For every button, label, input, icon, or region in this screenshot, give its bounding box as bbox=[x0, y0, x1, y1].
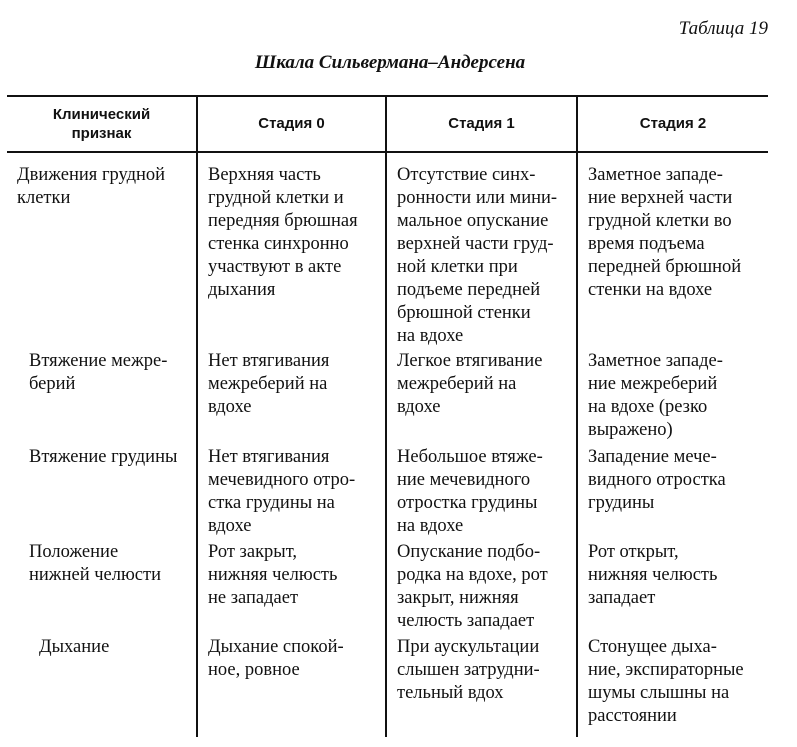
header-stage-1 bbox=[387, 96, 576, 151]
cell-line: закрыт, нижняя bbox=[397, 588, 519, 608]
cell-line: участвуют в акте bbox=[208, 257, 342, 277]
cell-stage-2 bbox=[588, 541, 717, 610]
cell-line: грудной клетки и bbox=[208, 188, 344, 208]
cell-stage-1 bbox=[397, 541, 548, 633]
cell-line: Западение мече- bbox=[588, 447, 717, 467]
header-line: признак bbox=[71, 124, 132, 142]
cell-stage-0 bbox=[208, 541, 337, 610]
cell-line: ние, экспираторные bbox=[588, 660, 744, 680]
cell-line: отростка грудины bbox=[397, 493, 538, 513]
cell-line: слышен затрудни- bbox=[397, 660, 540, 680]
cell-stage-0 bbox=[208, 350, 329, 419]
cell-stage-0 bbox=[208, 164, 358, 302]
cell-stage-1 bbox=[397, 164, 557, 348]
cell-line: Небольшое втяже- bbox=[397, 447, 543, 467]
cell-line: Дыхание спокой- bbox=[208, 637, 344, 657]
cell-line: межреберий на bbox=[208, 374, 328, 394]
cell-line: Рот закрыт, bbox=[208, 542, 298, 562]
cell-line: ронности или мини- bbox=[397, 188, 558, 208]
cell-line: ное, ровное bbox=[208, 660, 300, 680]
cell-line: Нет втягивания bbox=[208, 447, 330, 467]
header-stage-0 bbox=[198, 96, 385, 151]
cell-line: Легкое втягивание bbox=[397, 351, 543, 371]
cell-line: Опускание подбо- bbox=[397, 542, 541, 562]
cell-sign bbox=[29, 446, 177, 469]
cell-line: родка на вдохе, рот bbox=[397, 565, 548, 585]
table-title: Шкала Сильвермана–Андерсена bbox=[254, 52, 526, 73]
cell-line: стенки на вдохе bbox=[588, 280, 713, 300]
cell-line: брюшной стенки bbox=[397, 303, 531, 323]
cell-line: стенка синхронно bbox=[208, 234, 349, 254]
cell-line: стка грудины на bbox=[208, 493, 335, 513]
cell-line: на вдохе (резко bbox=[588, 397, 708, 417]
cell-stage-2 bbox=[588, 636, 744, 728]
cell-line: Заметное западе- bbox=[588, 165, 723, 185]
cell-line: Движения грудной bbox=[17, 165, 166, 185]
cell-line: передняя брюшная bbox=[208, 211, 358, 231]
cell-line: Заметное западе- bbox=[588, 351, 723, 371]
header-line: Стадия 1 bbox=[448, 115, 515, 132]
cell-line: Верхняя часть bbox=[208, 165, 321, 185]
cell-line: видного отростка bbox=[588, 470, 726, 490]
cell-line: Втяжение грудины bbox=[29, 447, 178, 467]
cell-line: тельный вдох bbox=[397, 683, 504, 703]
header-clinical-sign bbox=[7, 96, 196, 151]
cell-line: клетки bbox=[17, 188, 71, 208]
cell-line: межреберий на bbox=[397, 374, 517, 394]
cell-stage-2 bbox=[588, 446, 726, 515]
cell-stage-1 bbox=[397, 636, 540, 705]
header-line: Стадия 0 bbox=[258, 115, 325, 132]
cell-line: грудной клетки во bbox=[588, 211, 732, 231]
header-line: Стадия 2 bbox=[639, 115, 707, 132]
cell-line: выражено) bbox=[588, 420, 673, 440]
cell-line: Дыхание bbox=[39, 637, 110, 657]
cell-line: При аускультации bbox=[397, 637, 540, 657]
cell-line: вдохе bbox=[208, 516, 252, 536]
cell-line: подъеме передней bbox=[397, 280, 541, 300]
cell-sign bbox=[39, 636, 109, 659]
cell-line: передней брюшной bbox=[588, 257, 742, 277]
cell-line: Положение bbox=[29, 542, 119, 562]
cell-line: вдохе bbox=[208, 397, 252, 417]
cell-line: Втяжение межре- bbox=[29, 351, 168, 371]
cell-line: верхней части груд- bbox=[397, 234, 554, 254]
cell-line: челюсть западает bbox=[397, 611, 535, 631]
cell-sign bbox=[29, 350, 167, 396]
cell-line: ной клетки при bbox=[397, 257, 518, 277]
cell-line: берий bbox=[29, 374, 76, 394]
cell-line: шумы слышны на bbox=[588, 683, 730, 703]
column-divider bbox=[196, 95, 198, 737]
table-header-rule bbox=[7, 151, 768, 153]
cell-line: на вдохе bbox=[397, 516, 464, 536]
cell-sign bbox=[29, 541, 161, 587]
cell-line: ние мечевидного bbox=[397, 470, 531, 490]
cell-line: дыхания bbox=[208, 280, 276, 300]
cell-line: грудины bbox=[588, 493, 655, 513]
cell-line: ние межреберий bbox=[588, 374, 718, 394]
cell-line: не западает bbox=[208, 588, 299, 608]
cell-line: время подъема bbox=[588, 234, 705, 254]
column-divider bbox=[576, 95, 578, 737]
cell-line: нижняя челюсть bbox=[208, 565, 338, 585]
header-stage-2 bbox=[578, 96, 768, 151]
cell-sign bbox=[17, 164, 165, 210]
cell-line: мечевидного отро- bbox=[208, 470, 356, 490]
cell-stage-0 bbox=[208, 636, 344, 682]
cell-line: Отсутствие синх- bbox=[397, 165, 536, 185]
cell-stage-2 bbox=[588, 164, 741, 302]
cell-line: вдохе bbox=[397, 397, 441, 417]
cell-stage-1 bbox=[397, 350, 542, 419]
cell-line: Нет втягивания bbox=[208, 351, 330, 371]
cell-line: Рот открыт, bbox=[588, 542, 679, 562]
cell-stage-0 bbox=[208, 446, 355, 538]
cell-line: ние верхней части bbox=[588, 188, 733, 208]
cell-line: мальное опускание bbox=[397, 211, 549, 231]
cell-line: нижняя челюсть bbox=[588, 565, 718, 585]
cell-line: расстоянии bbox=[588, 706, 677, 726]
cell-stage-2 bbox=[588, 350, 723, 442]
table-number: Таблица 19 bbox=[678, 18, 768, 39]
cell-line: на вдохе bbox=[397, 326, 464, 346]
header-line: Клинический bbox=[52, 105, 151, 123]
column-divider bbox=[385, 95, 387, 737]
cell-line: западает bbox=[588, 588, 656, 608]
cell-line: нижней челюсти bbox=[29, 565, 161, 585]
cell-line: Стонущее дыха- bbox=[588, 637, 717, 657]
cell-stage-1 bbox=[397, 446, 543, 538]
